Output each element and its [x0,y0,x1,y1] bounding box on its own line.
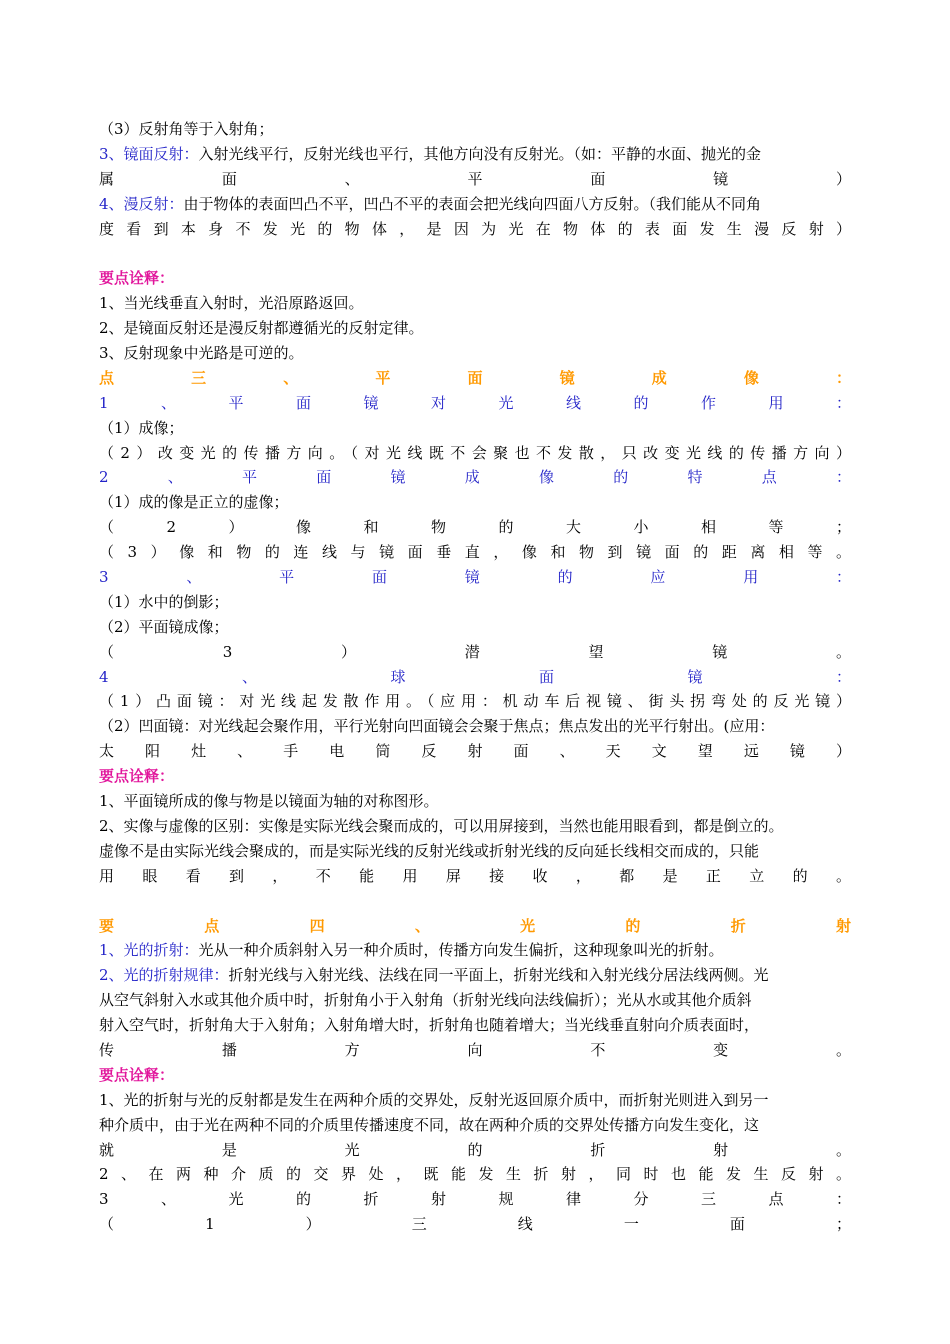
subsection-heading: 2、平面镜成像的特点： [99,468,851,487]
text-line: 2、在两种介质的交界处，既能发生折射，同时也能发生反射。 [99,1165,851,1184]
text-line: （1）成像； [99,418,184,437]
text-line: （1）三线一面； [99,1215,851,1234]
text-line: （2）像和物的大小相等； [99,518,851,537]
section-label: 3、镜面反射： [99,144,199,163]
key-point-heading: 要点诠释： [99,767,175,786]
text-line: 1、当光线垂直入射时，光沿原路返回。 [99,294,364,313]
text-line: 1、平面镜所成的像与物是以镜面为轴的对称图形。 [99,792,439,811]
text-line: 1、光的折射：光从一种介质斜射入另一种介质时，传播方向发生偏折，这种现象叫光的折射。 [99,941,724,960]
text-line: （2）凹面镜：对光线起会聚作用，平行光射向凹面镜会会聚于焦点；焦点发出的光平行射出。(应用： [99,717,775,736]
key-point-heading: 要点诠释： [99,269,175,288]
text-line: 属面、平面镜） [99,169,851,188]
text-line: 2、是镜面反射还是漫反射都遵循光的反射定律。 [99,319,424,338]
text-line: （1）凸面镜：对光线起发散作用。（应用：机动车后视镜、街头拐弯处的反光镜） [99,692,851,711]
section-label: 2、光的折射规律： [99,966,229,985]
text-line: 虚像不是由实际光线会聚成的，而是实际光线的反射光线或折射光线的反向延长线相交而成的，只能 [99,841,760,860]
text-line: 2、光的折射规律：折射光线与入射光线、法线在同一平面上，折射光线和入射光线分居法线两侧。光 [99,966,769,985]
text-line: （1）成的像是正立的虚像； [99,493,289,512]
text-line: 度看到本身不发光的物体，是因为光在物体的表面发生漫反射） [99,219,851,238]
text-line: 就是光的折射。 [99,1140,851,1159]
text-line: 从空气斜射入水或其他介质中时，折射角小于入射角（折射光线向法线偏折）；光从水或其他介质斜 [99,991,752,1010]
text-line: 太阳灶、手电筒反射面、天文望远镜） [99,742,851,761]
subsection-heading: 4、球面镜： [99,667,851,686]
text-line: 3、镜面反射：入射光线平行，反射光线也平行，其他方向没有反射光。（如：平静的水面、抛光的金 [99,144,762,163]
text-line: 4、漫反射：由于物体的表面凹凸不平，凹凸不平的表面会把光线向四面八方反射。（我们能从不同角 [99,194,762,213]
text-line: 传播方向不变。 [99,1040,851,1059]
section-label: 4、漫反射： [99,194,184,213]
section-heading: 点三、平面镜成像： [99,368,851,387]
text-line: 种介质中，由于光在两种不同的介质里传播速度不同，故在两种介质的交界处传播方向发生变化，这 [99,1115,760,1134]
text-line: 2、实像与虚像的区别：实像是实际光线会聚而成的，可以用屏接到，当然也能用眼看到，都是倒立的。 [99,816,784,835]
section-label: 1、光的折射： [99,941,199,960]
text-line: 射入空气时，折射角大于入射角；入射角增大时，折射角也随着增大；当光线垂直射向介质表面时， [99,1016,760,1035]
text-line: 3、反射现象中光路是可逆的。 [99,344,304,363]
key-point-heading: 要点诠释： [99,1065,175,1084]
text-line: （2）平面镜成像； [99,617,229,636]
text-line: 3、光的折射规律分三点： [99,1190,851,1209]
text-line: 1、光的折射与光的反射都是发生在两种介质的交界处，反射光返回原介质中，而折射光则进入到另一 [99,1090,769,1109]
text-line: （3）潜望镜。 [99,642,851,661]
section-heading: 要点四、光的折射 [99,916,851,935]
text-line: （1）水中的倒影； [99,592,229,611]
document-page [99,117,851,1237]
text-line: 用眼看到，不能用屏接收，都是正立的。 [99,866,851,885]
text-line: （2）改变光的传播方向。（对光线既不会聚也不发散，只改变光线的传播方向） [99,443,851,462]
text-line: （3）反射角等于入射角； [99,120,274,138]
text-line: （3）像和物的连线与镜面垂直，像和物到镜面的距离相等。 [99,543,851,562]
subsection-heading: 1、平面镜对光线的作用： [99,393,851,412]
subsection-heading: 3、平面镜的应用： [99,568,851,587]
